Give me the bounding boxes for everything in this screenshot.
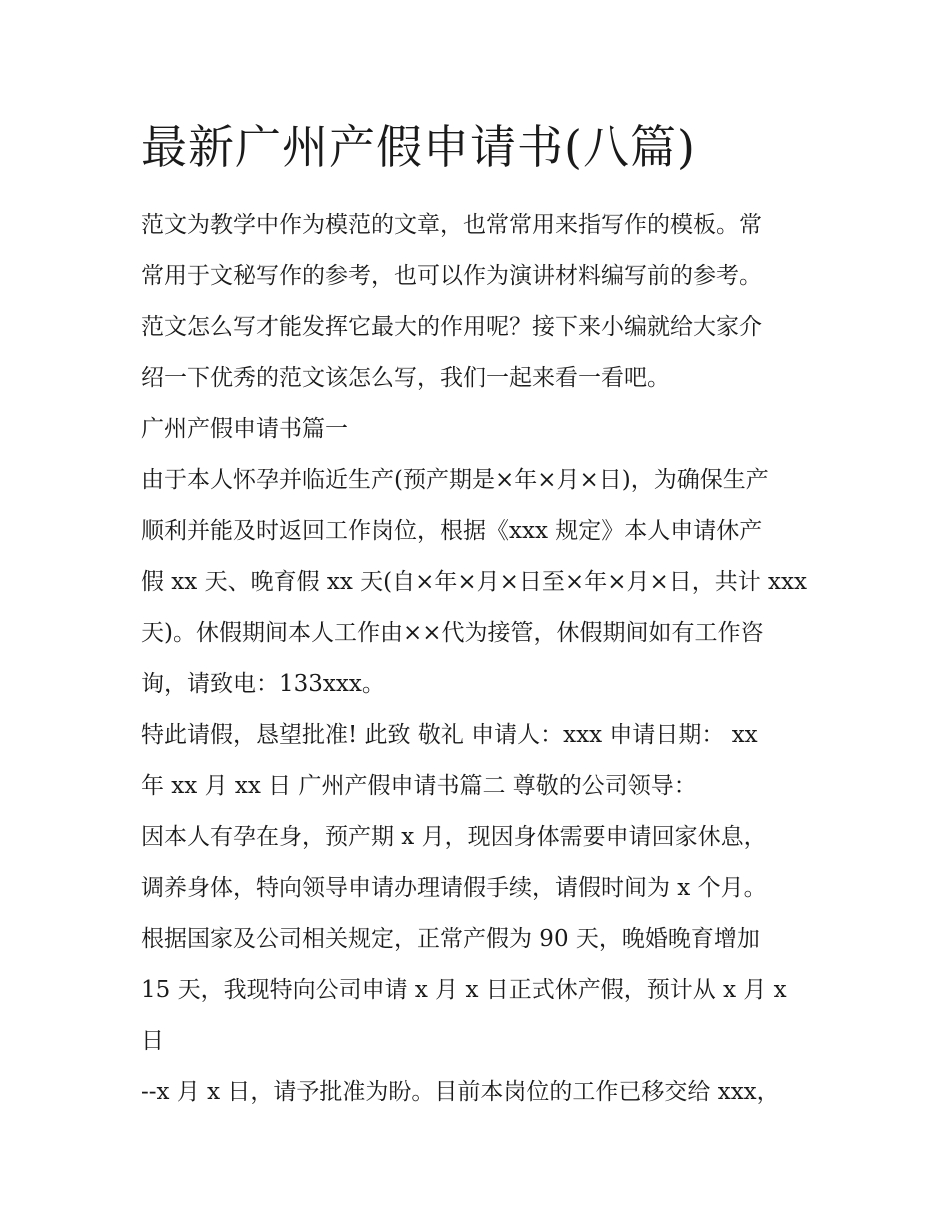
body-line: 由于本人怀孕并临近生产(预产期是×年×月×日)，为确保生产: [141, 467, 769, 493]
body-line: 调养身体，特向领导申请办理请假手续，请假时间为 x 个月。: [141, 875, 767, 901]
body-line: 范文怎么写才能发挥它最大的作用呢？接下来小编就给大家介: [141, 314, 762, 340]
body-line: 顺利并能及时返回工作岗位，根据《xxx 规定》本人申请休产: [141, 518, 763, 544]
body-line: 年 xx 月 xx 日 广州产假申请书篇二 尊敬的公司领导：: [141, 773, 697, 799]
body-line: --x 月 x 日，请予批准为盼。目前本岗位的工作已移交给 xxx，: [141, 1079, 780, 1105]
body-line: 范文为教学中作为模范的文章，也常常用来指写作的模板。常: [141, 212, 762, 238]
body-line: 假 xx 天、晚育假 xx 天(自×年×月×日至×年×月×日，共计 xxx: [141, 569, 807, 595]
document-title: 最新广州产假申请书(八篇): [141, 120, 696, 174]
body-line: 绍一下优秀的范文该怎么写，我们一起来看一看吧。: [141, 365, 670, 391]
body-line: 特此请假，恳望批准! 此致 敬礼 申请人：xxx 申请日期： xx: [141, 722, 758, 748]
body-line: 常用于文秘写作的参考，也可以作为演讲材料编写前的参考。: [141, 263, 762, 289]
body-line: 日: [141, 1028, 164, 1054]
document-body: [141, 200, 821, 1118]
body-line: 因本人有孕在身，预产期 x 月，现因身体需要申请回家休息，: [141, 824, 767, 850]
body-line: 天)。休假期间本人工作由××代为接管，休假期间如有工作咨: [141, 620, 764, 646]
body-line: 15 天，我现特向公司申请 x 月 x 日正式休产假，预计从 x 月 x: [141, 977, 787, 1003]
document-page: [141, 112, 821, 1118]
body-line: 根据国家及公司相关规定，正常产假为 90 天，晚婚晚育增加: [141, 926, 760, 952]
section-heading: 广州产假申请书篇一: [141, 416, 348, 442]
body-line: 询，请致电：133xxx。: [141, 671, 385, 697]
